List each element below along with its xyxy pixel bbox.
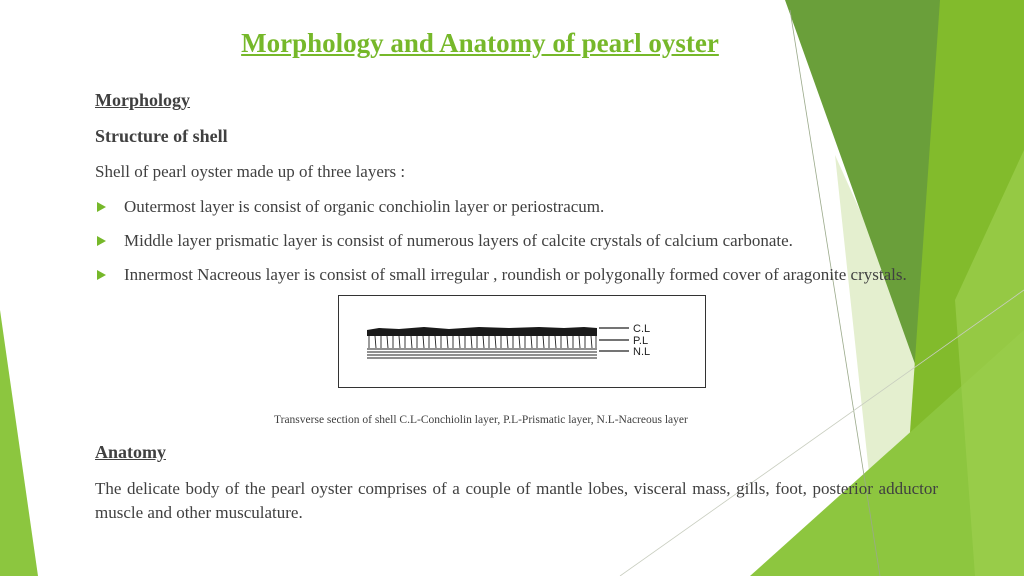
conchiolin-layer-drawing bbox=[367, 327, 597, 336]
shell-section-figure bbox=[338, 295, 706, 388]
nacreous-layer-drawing bbox=[367, 349, 597, 358]
bullet-text: Outermost layer is consist of organic conchiolin layer or periostracum. bbox=[124, 197, 605, 216]
triangle-bullet-icon bbox=[97, 202, 106, 212]
morphology-heading: Morphology bbox=[95, 90, 191, 110]
triangle-bullet-icon bbox=[97, 236, 106, 246]
layer-bullet-list bbox=[95, 195, 938, 297]
bullet-text: Middle layer prismatic layer is consist of numerous layers of calcite crystals of calcium carbonate. bbox=[124, 231, 793, 250]
bullet-item-inner bbox=[95, 263, 938, 287]
figure-label-cl: C.L bbox=[633, 323, 651, 335]
figure-caption: Transverse section of shell C.L-Conchiolin layer, P.L-Prismatic layer, N.L-Nacreous layer bbox=[274, 414, 688, 426]
slide-title: Morphology and Anatomy of pearl oyster bbox=[241, 28, 719, 58]
figure-label-nl: N.L bbox=[633, 346, 651, 358]
intro-text: Shell of pearl oyster made up of three layers : bbox=[95, 162, 406, 181]
bullet-item-outer bbox=[95, 195, 938, 219]
label-leader-lines bbox=[599, 328, 629, 351]
triangle-bullet-icon bbox=[97, 270, 106, 280]
bullet-item-middle bbox=[95, 229, 938, 253]
anatomy-heading: Anatomy bbox=[95, 442, 166, 462]
anatomy-text: The delicate body of the pearl oyster comprises of a couple of mantle lobes, visceral mass, gills, foot, posterior adductor muscle and other musculature. bbox=[95, 479, 938, 522]
left-green-stripe bbox=[0, 310, 38, 576]
structure-heading: Structure of shell bbox=[95, 126, 228, 146]
shell-section-diagram bbox=[339, 296, 705, 387]
bullet-text: Innermost Nacreous layer is consist of small irregular , roundish or polygonally formed cover of aragonite crystals. bbox=[124, 265, 907, 284]
prismatic-layer-drawing bbox=[369, 336, 596, 348]
figure-label-pl: P.L bbox=[633, 335, 649, 347]
